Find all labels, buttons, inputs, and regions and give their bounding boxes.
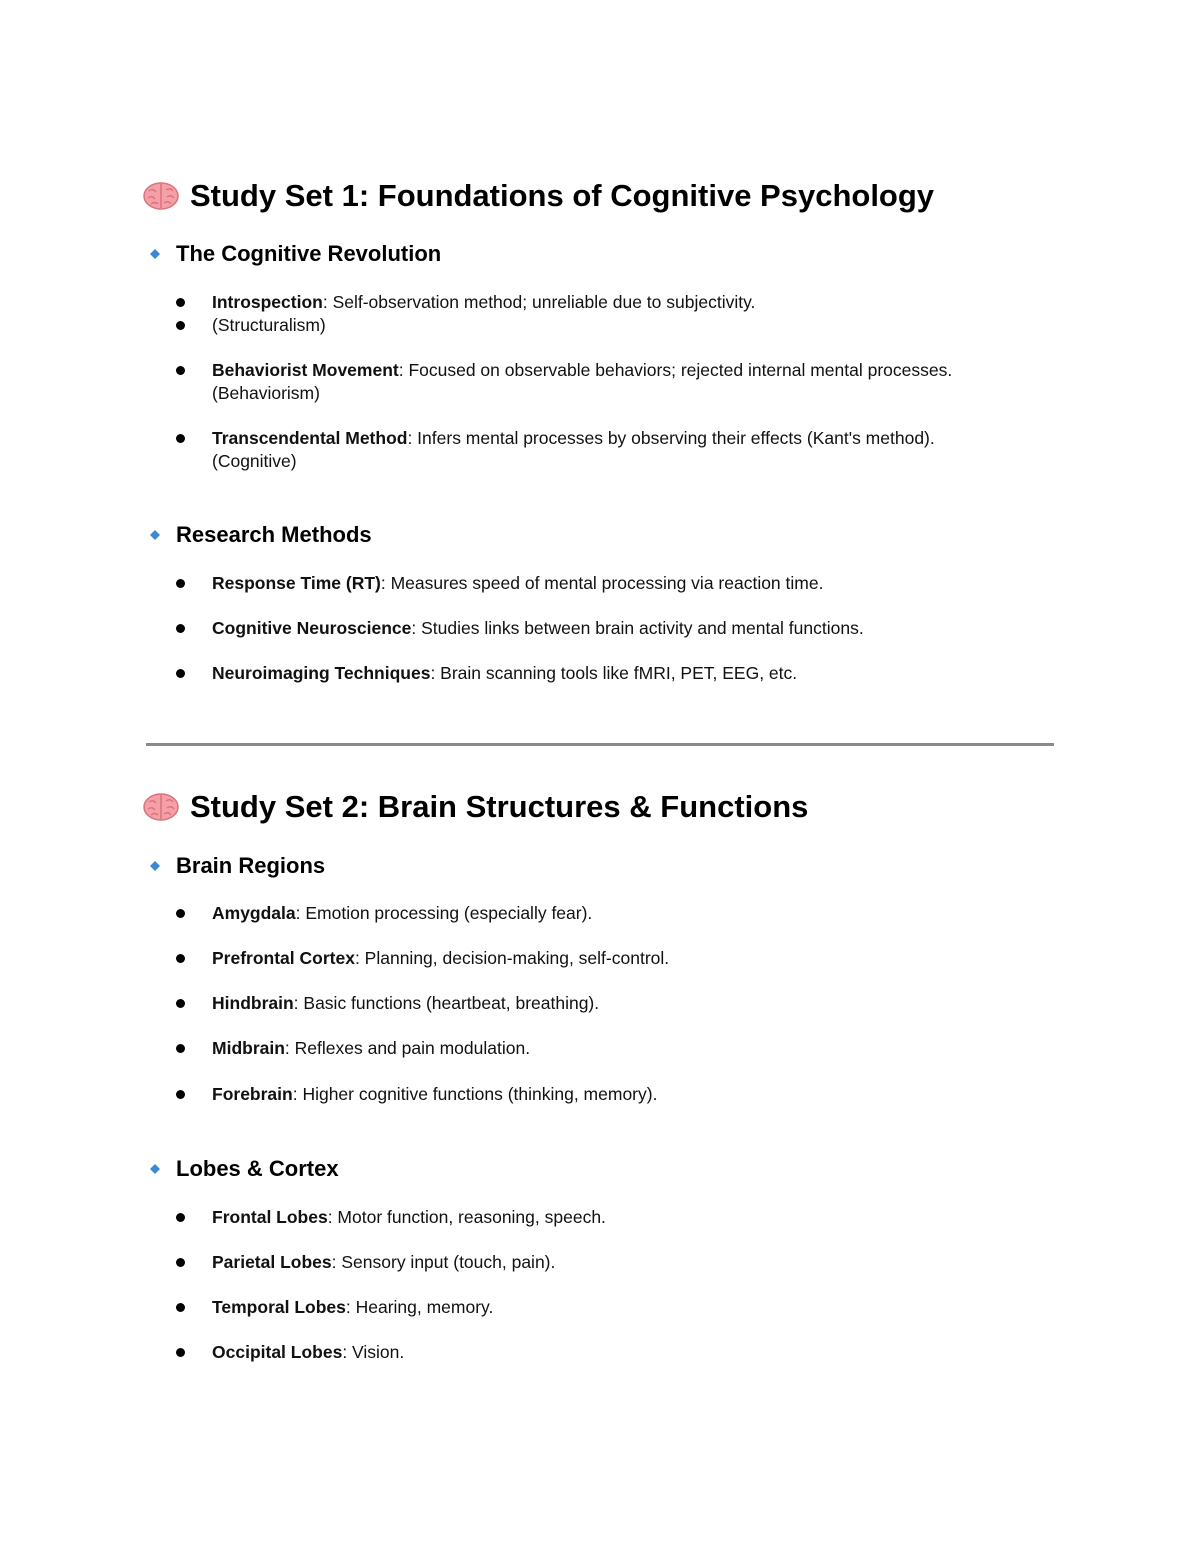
list-item (176, 1251, 1056, 1274)
section-heading-text: The Cognitive Revolution (176, 241, 442, 266)
list-item (176, 359, 1056, 405)
list-item (176, 947, 1056, 970)
diamond-icon (150, 249, 160, 259)
bullet (176, 579, 185, 588)
section-heading-text: Research Methods (176, 522, 372, 547)
list-item (176, 291, 1056, 314)
study-set-title-text: Study Set 2: Brain Structures & Functions (190, 789, 809, 824)
list-item (176, 572, 1056, 595)
item-text: : Motor function, reasoning, speech. (327, 1207, 606, 1227)
item-text: : Higher cognitive functions (thinking, memory). (292, 1084, 658, 1104)
bullet (176, 1303, 185, 1312)
item-text: : Measures speed of mental processing via reaction time. (380, 573, 824, 593)
section-heading-text: Brain Regions (176, 853, 326, 878)
brain-icon (142, 181, 180, 211)
section-heading-lobes-cortex (150, 1155, 339, 1183)
item-term: Amygdala (212, 903, 296, 923)
item-term: Temporal Lobes (212, 1297, 346, 1317)
item-text: : Reflexes and pain modulation. (284, 1038, 531, 1058)
diamond-icon (150, 861, 160, 871)
section-heading-research-methods (150, 521, 372, 549)
bullet (176, 909, 185, 918)
item-text: : Studies links between brain activity and mental functions. (411, 618, 864, 638)
item-term: Behaviorist Movement (212, 360, 399, 380)
item-text: : Emotion processing (especially fear). (295, 903, 593, 923)
bullet (176, 624, 185, 633)
item-term: Occipital Lobes (212, 1342, 343, 1362)
item-term: Prefrontal Cortex (212, 948, 355, 968)
bullet (176, 1090, 185, 1099)
item-term: Transcendental Method (212, 428, 408, 448)
bullet (176, 321, 185, 330)
list-item (176, 662, 1056, 685)
item-term: Forebrain (212, 1084, 293, 1104)
diamond-icon (150, 530, 160, 540)
bullet (176, 1258, 185, 1267)
diamond-icon (150, 1164, 160, 1174)
item-term: Hindbrain (212, 993, 294, 1013)
study-set-1-title (142, 176, 934, 216)
list-item (176, 992, 1056, 1015)
study-set-title-text: Study Set 1: Foundations of Cognitive Psychology (190, 178, 935, 213)
bullet (176, 954, 185, 963)
bullet (176, 1348, 185, 1357)
item-text: : Brain scanning tools like fMRI, PET, EEG, etc. (430, 663, 798, 683)
bullet (176, 1044, 185, 1053)
bullet (176, 298, 185, 307)
item-text: : Sensory input (touch, pain). (331, 1252, 556, 1272)
list-item (176, 427, 1056, 473)
bullet (176, 669, 185, 678)
item-text: : Infers mental processes by observing their effects (Kant's method). (407, 428, 935, 448)
section-heading-text: Lobes & Cortex (176, 1156, 339, 1181)
section-heading-brain-regions (150, 852, 325, 880)
item-text: : Planning, decision-making, self-control. (354, 948, 670, 968)
brain-icon (142, 792, 180, 822)
item-text: : Vision. (342, 1342, 405, 1362)
item-term: Neuroimaging Techniques (212, 663, 431, 683)
list-item (176, 1206, 1056, 1229)
item-term: Midbrain (212, 1038, 285, 1058)
bullet (176, 366, 185, 375)
list-item (176, 1341, 1056, 1364)
item-text: (Structuralism) (212, 315, 326, 335)
bullet (176, 434, 185, 443)
list-item (176, 1083, 1056, 1106)
item-text-continued: (Behaviorism) (212, 383, 320, 403)
list-item (176, 314, 1056, 337)
list-item (176, 1296, 1056, 1319)
item-text-continued: (Cognitive) (212, 451, 297, 471)
horizontal-divider (146, 743, 1054, 746)
item-text: : Focused on observable behaviors; rejected internal mental processes. (398, 360, 953, 380)
study-set-2-title (142, 787, 808, 827)
list-item (176, 902, 1056, 925)
item-text: : Hearing, memory. (345, 1297, 494, 1317)
item-term: Response Time (RT) (212, 573, 381, 593)
bullet (176, 1213, 185, 1222)
item-text: : Self-observation method; unreliable due to subjectivity. (322, 292, 756, 312)
item-term: Introspection (212, 292, 323, 312)
bullet (176, 999, 185, 1008)
section-heading-cognitive-revolution (150, 240, 441, 268)
item-term: Frontal Lobes (212, 1207, 328, 1227)
list-item (176, 1037, 1056, 1060)
item-term: Cognitive Neuroscience (212, 618, 412, 638)
item-term: Parietal Lobes (212, 1252, 332, 1272)
item-text: : Basic functions (heartbeat, breathing). (293, 993, 600, 1013)
list-item (176, 617, 1056, 640)
